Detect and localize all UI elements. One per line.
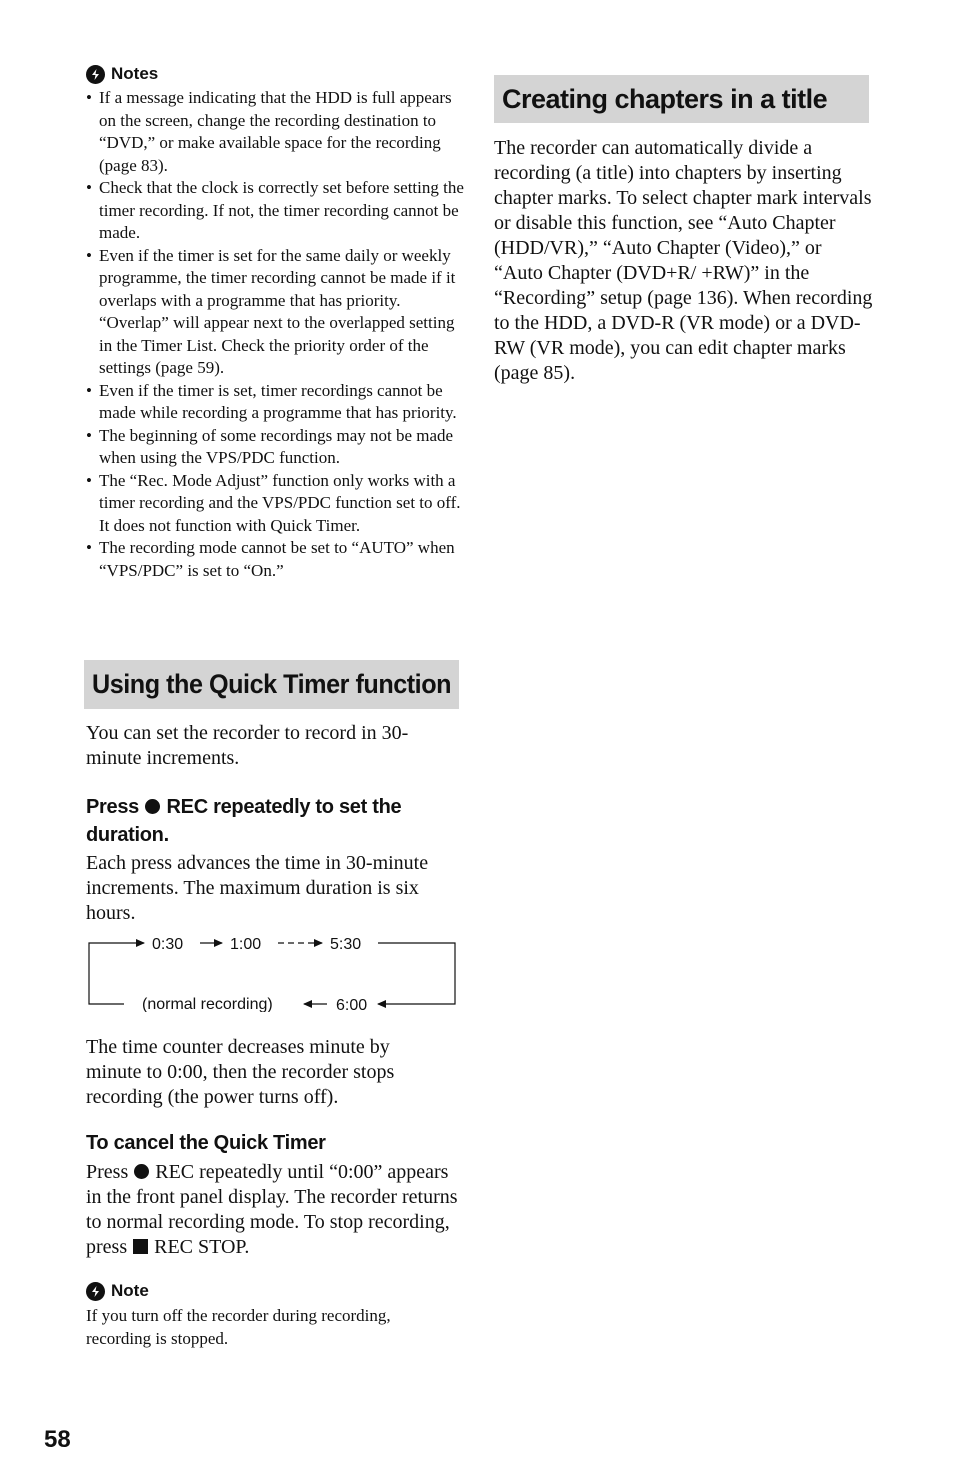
note-icon (86, 1282, 105, 1301)
note-item: • The recording mode cannot be set to “AUTO” when “VPS/PDC” is set to “On.” (86, 537, 466, 582)
diagram-time-600: 6:00 (336, 997, 368, 1012)
diagram-normal-label: (normal recording) (142, 996, 273, 1012)
note-item: • The “Rec. Mode Adjust” function only works with a timer recording and the VPS/PDC function set to off. It does not function with Quick Timer. (86, 470, 466, 538)
cancel-post: REC STOP. (154, 1236, 250, 1258)
cancel-heading: To cancel the Quick Timer (86, 1132, 326, 1154)
rec-dot-icon (145, 799, 160, 814)
step-body: Each press advances the time in 30-minute increments. The maximum duration is six hours. (86, 852, 429, 924)
note-title: Note (111, 1281, 149, 1300)
note-header (86, 1281, 149, 1301)
notes-header (86, 64, 158, 84)
note-item: • Even if the timer is set for the same daily or weekly programme, the timer recording cannot be made if it overlaps with a programme that has priority. “Overlap” will appear next to the overlapped setting in the Timer List. Check the priority order of the settings (page 59). (86, 245, 466, 380)
rec-dot-icon (134, 1164, 149, 1179)
diagram-return-line (89, 943, 144, 1004)
note-item: • If a message indicating that the HDD is full appears on the screen, change the recording destination to “DVD,” or make available space for the recording (page 83). (86, 87, 466, 177)
quick-timer-after: The time counter decreases minute by minute to 0:00, then the recorder stops recording (the power turns off). (86, 1036, 395, 1108)
diagram-time-030: 0:30 (152, 936, 184, 953)
note-item: • The beginning of some recordings may not be made when using the VPS/PDC function. (86, 425, 466, 470)
note-item: • Check that the clock is correctly set before setting the timer recording. If not, the timer recording cannot be made. (86, 177, 466, 245)
chapters-body: The recorder can automatically divide a recording (a title) into chapters by inserting chapter marks. To select chapter mark intervals or disable this function, see “Auto Chapter (HDD/VR),” “Auto Chapter (Video),” or “Auto Chapter (DVD+R/ +RW)” in the “Recording” setup (page 136). When recording to the HDD, a DVD-R (VR mode) or a DVD-RW (VR mode), you can edit chapter marks (page 85). (494, 137, 873, 384)
cancel-body (86, 1160, 458, 1260)
step-pre: Press (86, 796, 139, 818)
note-text: If you turn off the recorder during recording, recording is stopped. (86, 1306, 391, 1348)
diagram-time-100: 1:00 (230, 936, 262, 953)
notes-title: Notes (111, 64, 159, 83)
cancel-mid: REC repeatedly until “0:00” appears in the front panel display. The recorder returns to normal recording mode. To stop recording, press (86, 1161, 458, 1258)
note-icon (86, 65, 105, 84)
step-heading (86, 793, 446, 849)
quick-timer-intro: You can set the recorder to record in 30-minute increments. (86, 722, 409, 769)
step-post: REC repeatedly to set the duration. (86, 796, 402, 846)
diagram-time-530: 5:30 (330, 936, 362, 953)
section-heading-quick-timer (84, 660, 459, 709)
stop-square-icon (133, 1239, 148, 1254)
notes-list (86, 87, 466, 582)
cancel-pre: Press (86, 1161, 129, 1183)
page-number: 58 (44, 1426, 71, 1453)
heading-text: Creating chapters in a title (502, 83, 828, 114)
diagram-right-line (378, 943, 455, 1004)
heading-text: Using the Quick Timer function (92, 669, 452, 699)
quick-timer-diagram (86, 930, 458, 1012)
note-item: • Even if the timer is set, timer recordings cannot be made while recording a programme that has priority. (86, 380, 466, 425)
section-heading-chapters (494, 75, 869, 123)
